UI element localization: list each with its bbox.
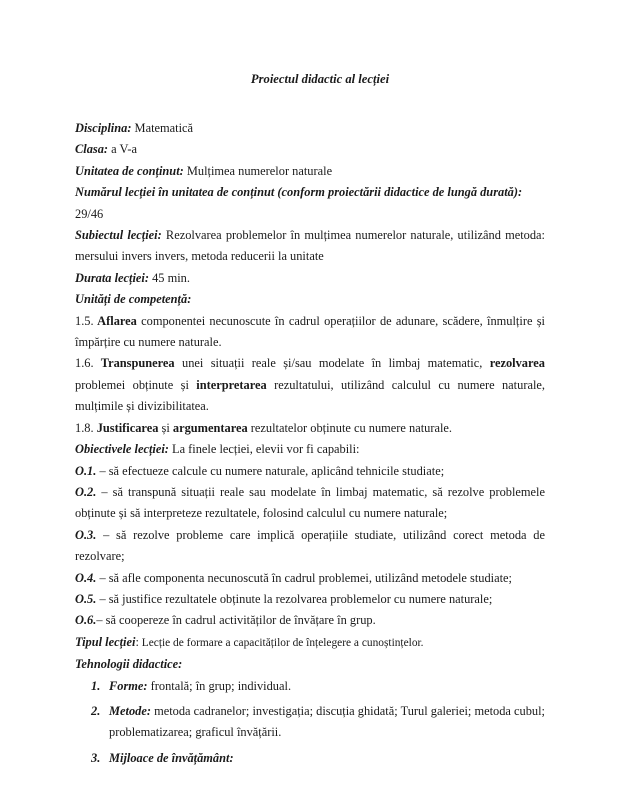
field-disciplina <box>75 118 545 139</box>
field-label: Durata lecției: <box>75 270 149 285</box>
obiectiv-text: – să efectueze calcule cu numere naturale, aplicând tehnicile studiate; <box>96 463 445 478</box>
field-label: Clasa: <box>75 142 109 157</box>
obiectiv-text: – să coopereze în cadrul activităților de învățare în grup. <box>96 613 376 628</box>
field-subiectul <box>75 225 545 268</box>
separator: : <box>135 634 139 649</box>
item-text: metoda cadranelor; investigația; discuția ghidată; Turul galeriei; metoda cubul; problematizarea; graficul învățării. <box>109 703 545 740</box>
obiectiv-text: – să afle componenta necunoscută în cadrul problemei, utilizând metodele studiate; <box>96 570 512 585</box>
competenta-item <box>75 418 545 439</box>
item-label: Metode: <box>109 703 151 718</box>
obiectiv-code: O.4. <box>75 570 97 585</box>
competenta-item <box>75 311 545 354</box>
tehnologii-item <box>75 748 545 769</box>
document-body <box>75 70 545 773</box>
field-value: 29/46 <box>75 206 104 221</box>
keyword: interpretarea <box>196 377 267 392</box>
keyword: Aflarea <box>93 313 137 328</box>
competenta-text: rezultatelor obținute cu numere naturale. <box>247 420 453 435</box>
item-label: Mijloace de învățământ: <box>109 750 234 765</box>
obiectiv-text: – să rezolve probleme care implică operațiile studiate, utilizând corect metoda de rezolvare; <box>75 527 545 564</box>
tehnologii-item <box>75 701 545 744</box>
competenta-text: unei situații reale și/sau modelate în limbaj matematic, <box>174 356 490 371</box>
field-value: Matematică <box>131 121 194 135</box>
obiectiv-item <box>75 568 545 589</box>
obiective-intro <box>75 439 545 460</box>
field-clasa <box>75 139 545 160</box>
field-label: Disciplina: <box>75 121 132 135</box>
obiectiv-item <box>75 461 545 482</box>
document-title: Proiectul didactic al lecției <box>250 72 390 86</box>
competenta-item <box>75 353 545 417</box>
competenta-number: 1.8. <box>75 420 94 435</box>
field-numarul-lectiei <box>75 182 545 225</box>
list-number: 3. <box>91 750 101 765</box>
obiectiv-text: – să transpună situații reale sau modelate în limbaj matematic, să rezolve problemele obținute și să interpreteze rezultatele, folosind calculul cu numere naturale; <box>75 484 545 521</box>
obiectiv-code: O.6. <box>75 613 97 628</box>
obiective-label: Obiectivele lecției: <box>75 442 169 457</box>
tehnologii-heading: Tehnologii didactice: <box>75 657 183 672</box>
obiectiv-code: O.5. <box>75 591 97 606</box>
obiectiv-item <box>75 482 545 525</box>
competenta-number: 1.5. <box>75 313 94 328</box>
field-value: Mulțimea numerelor naturale <box>183 163 333 178</box>
tehnologii-item <box>75 676 545 697</box>
keyword: Transpunerea <box>93 356 175 371</box>
keyword: rezolvarea <box>489 356 545 371</box>
field-value: a V-a <box>108 142 137 157</box>
field-durata <box>75 268 545 289</box>
obiectiv-code: O.3. <box>75 527 97 542</box>
competenta-text: și <box>158 420 173 435</box>
keyword: Justificarea <box>93 420 159 435</box>
field-value: Rezolvarea problemelor în mulțimea numerelor naturale, utilizând metoda: mersului invers invers, metoda reducerii la unitate <box>75 228 545 264</box>
competenta-text: problemei obținute și <box>75 377 197 392</box>
competenta-text: componentei necunoscute în cadrul operațiilor de adunare, scădere, înmulțire și împărțire cu numere naturale. <box>75 313 545 350</box>
obiectiv-code: O.2. <box>75 484 97 499</box>
field-label: Subiectul lecției: <box>75 228 162 243</box>
competenta-number: 1.6. <box>75 356 94 371</box>
list-number: 1. <box>91 678 101 693</box>
obiectiv-text: – să justifice rezultatele obținute la rezolvarea problemelor cu numere naturale; <box>96 591 493 606</box>
field-label: Unitatea de conținut: <box>75 163 184 178</box>
field-label: Numărul lecției în unitatea de conținut (conform proiectării didactice de lungă durată): <box>75 185 523 200</box>
list-number: 2. <box>91 703 101 718</box>
competente-heading: Unități de competență: <box>75 292 192 307</box>
tipul-lectiei <box>75 632 545 654</box>
tehnologii-list <box>75 676 545 770</box>
obiectiv-item <box>75 589 545 610</box>
field-unitatea <box>75 161 545 182</box>
obiectiv-code: O.1. <box>75 463 97 478</box>
field-value: 45 min. <box>149 270 190 285</box>
obiective-intro-text: La finele lecției, elevii vor fi capabili: <box>168 442 360 457</box>
competenta-text: rezultatului, utilizând calculul cu numere naturale, mulțimile și divizibilitatea. <box>75 377 545 414</box>
keyword: argumentarea <box>172 420 248 435</box>
tipul-label: Tipul lecției <box>75 634 136 649</box>
obiectiv-item <box>75 525 545 568</box>
item-text: frontală; în grup; individual. <box>147 678 292 693</box>
item-label: Forme: <box>109 678 148 693</box>
tipul-value: Lecție de formare a capacităților de înțelegere a cunoștințelor. <box>138 636 424 649</box>
obiectiv-item <box>75 610 545 631</box>
